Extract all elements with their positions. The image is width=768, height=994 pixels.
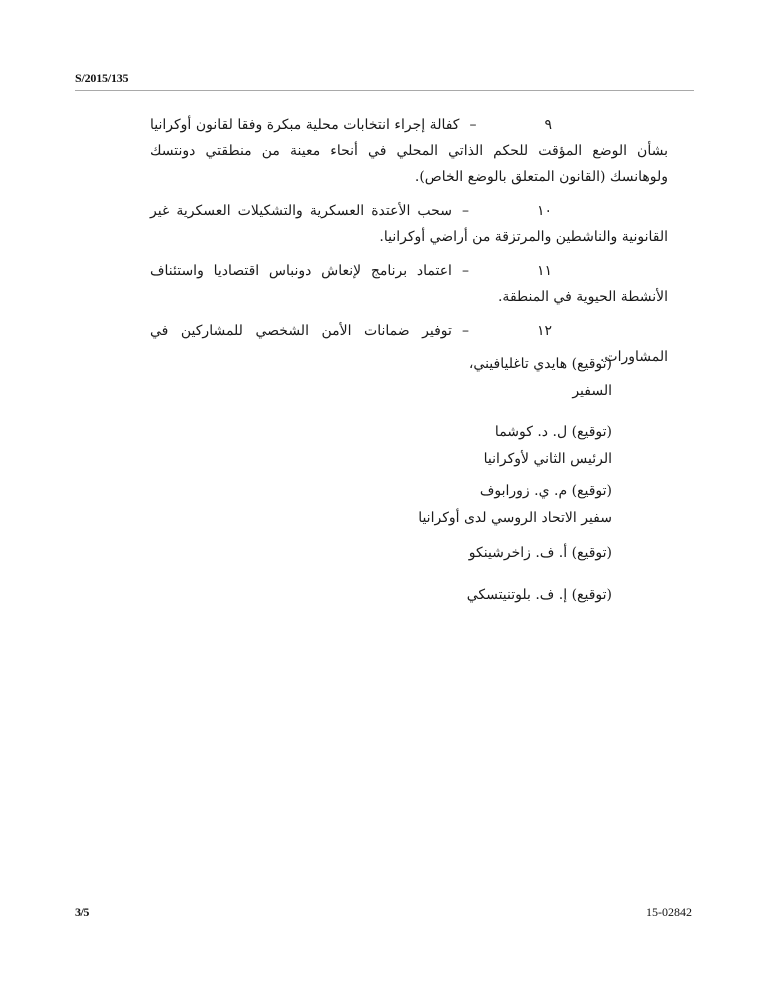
paragraph-dash: –	[461, 323, 469, 339]
signature-block-5	[300, 582, 612, 609]
signature-block-1	[300, 351, 612, 405]
job-number: 15-02842	[646, 905, 692, 919]
paragraph-number: ٩	[544, 117, 552, 133]
numbered-paragraph-10	[150, 198, 668, 250]
paragraph-number: ١٢	[536, 323, 552, 339]
signatory-title: الرئيس الثاني لأوكرانيا	[483, 451, 612, 467]
paragraph-text: توفير ضمانات الأمن الشخصي للمشاركين في المشاورات.	[150, 323, 668, 365]
page-number: 3/5	[75, 905, 89, 919]
signature-block-4	[300, 540, 612, 567]
numbered-paragraph-9	[150, 112, 668, 190]
paragraph-text: كفالة إجراء انتخابات محلية مبكرة وفقا لقانون أوكرانيا بشأن الوضع المؤقت للحكم الذاتي المحلي في أنحاء معينة من منطقتي دونتسك ولوهانسك (القانون المتعلق بالوضع الخاص).	[150, 117, 668, 185]
paragraph-number: ١١	[536, 263, 552, 279]
numbered-paragraph-11	[150, 258, 668, 310]
document-body	[150, 112, 668, 378]
paragraph-dash: –	[469, 117, 477, 133]
paragraph-number: ١٠	[536, 203, 552, 219]
signatory-name: (توقيع) أ. ف. زاخرشينكو	[468, 545, 612, 561]
signatory-title: سفير الاتحاد الروسي لدى أوكرانيا	[418, 510, 612, 526]
signatory-name: (توقيع) إ. ف. بلوتنيتسكي	[466, 587, 612, 603]
signatory-title: السفير	[572, 383, 612, 399]
signature-block-2	[300, 419, 612, 473]
signature-block-3	[300, 478, 612, 532]
paragraph-text: سحب الأعتدة العسكرية والتشكيلات العسكرية غير القانونية والناشطين والمرتزقة من أراضي أوكرانيا.	[150, 203, 668, 245]
header-divider	[75, 90, 694, 91]
paragraph-dash: –	[461, 203, 469, 219]
signatory-name: (توقيع) ل. د. كوشما	[494, 424, 612, 440]
paragraph-dash: –	[461, 263, 469, 279]
paragraph-text: اعتماد برنامج لإنعاش دونباس اقتصاديا واستئناف الأنشطة الحيوية في المنطقة.	[150, 263, 668, 305]
signatory-name: (توقيع) م. ي. زورابوف	[479, 483, 612, 499]
signatory-name: (توقيع) هايدي تاغليافيني،	[468, 356, 612, 372]
document-symbol: S/2015/135	[75, 71, 129, 85]
